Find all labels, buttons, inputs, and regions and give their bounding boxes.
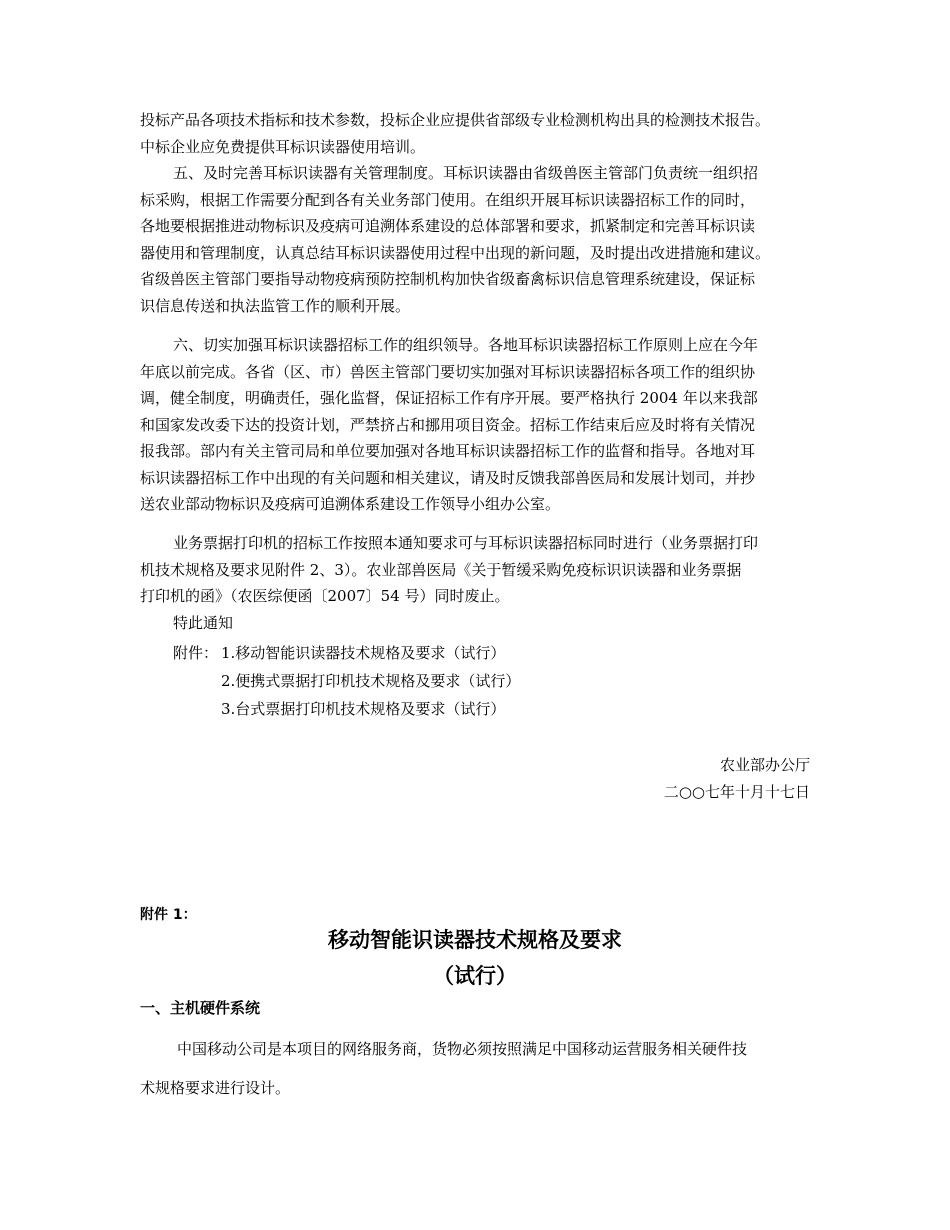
text-line: 打印机的函》（农医综便函〔2007〕54 号）同时废止。	[140, 587, 510, 605]
attachment-item-3: 3.台式票据打印机技术规格及要求（试行）	[221, 700, 506, 718]
text-line: 器使用和管理制度，认真总结耳标识读器使用过程中出现的新问题，及时提出改进措施和建议。	[140, 243, 771, 262]
text-line: 年底以前完成。各省（区、市）兽医主管部门要切实加强对耳标识读器招标各项工作的组织协	[140, 362, 756, 381]
annex-label: 附件 1：	[140, 907, 197, 923]
paragraph-7	[140, 530, 820, 610]
annex-subtitle: （试行）	[433, 964, 517, 988]
notice-text: 特此通知	[173, 614, 234, 632]
text-line: 标识读器招标工作中出现的有关问题和相关建议，请及时反馈我部兽医局和发展计划司，并抄	[140, 468, 756, 487]
paragraph-6	[140, 332, 820, 518]
attachment-item-1: 1.移动智能识读器技术规格及要求（试行）	[221, 644, 506, 662]
annex-body	[140, 1030, 820, 1108]
signature-date: 二○○七年十月十七日	[663, 783, 810, 801]
text-line: 调，健全制度，明确责任，强化监督，保证招标工作有序开展。要严格执行 2004 年以来我部	[140, 389, 758, 407]
text-line: 术规格要求进行设计。	[140, 1079, 291, 1097]
text-line: 各地要根据推进动物标识及疫病可追溯体系建设的总体部署和要求，抓紧制定和完善耳标识读	[140, 217, 756, 235]
text-line: 中标企业应免费提供耳标识读器使用培训。	[140, 137, 426, 156]
attachment-item-2: 2.便携式票据打印机技术规格及要求（试行）	[221, 672, 521, 690]
text-line: 六、切实加强耳标识读器招标工作的组织领导。各地耳标识读器招标工作原则上应在今年	[173, 336, 759, 354]
attachments-label: 附件：	[173, 644, 219, 662]
text-line: 识信息传送和执法监管工作的顺利开展。	[140, 296, 411, 315]
paragraph-5	[140, 160, 820, 319]
text-line: 五、及时完善耳标识读器有关管理制度。耳标识读器由省级兽医主管部门负责统一组织招	[173, 164, 759, 182]
text-line: 省级兽医主管部门要指导动物疫病预防控制机构加快省级畜禽标识信息管理系统建设，保证标	[140, 270, 756, 288]
signature-org: 农业部办公厅	[719, 756, 810, 774]
text-line: 业务票据打印机的招标工作按照本通知要求可与耳标识读器招标同时进行（业务票据打印	[173, 534, 759, 552]
text-line: 标采购，根据工作需要分配到各有关业务部门使用。在组织开展耳标识读器招标工作的同时，	[140, 190, 756, 209]
text-line: 报我部。部内有关主管司局和单位要加强对各地耳标识读器招标工作的监督和指导。各地对耳	[140, 442, 756, 460]
text-line: 投标产品各项技术指标和技术参数，投标企业应提供省部级专业检测机构出具的检测技术报告。	[140, 111, 771, 129]
text-line: 机技术规格及要求见附件 2、3）。农业部兽医局《关于暂缓采购免疫标识识读器和业务票据	[140, 560, 742, 579]
text-line: 和国家发改委下达的投资计划，严禁挤占和挪用项目资金。招标工作结束后应及时将有关情况	[140, 415, 756, 434]
section-heading: 一、主机硬件系统	[140, 999, 261, 1017]
text-line: 中国移动公司是本项目的网络服务商，货物必须按照满足中国移动运营服务相关硬件技	[177, 1040, 748, 1058]
text-line: 送农业部动物标识及疫病可追溯体系建设工作领导小组办公室。	[140, 495, 561, 513]
paragraph-continued	[140, 107, 820, 160]
annex-title: 移动智能识读器技术规格及要求	[328, 928, 622, 952]
